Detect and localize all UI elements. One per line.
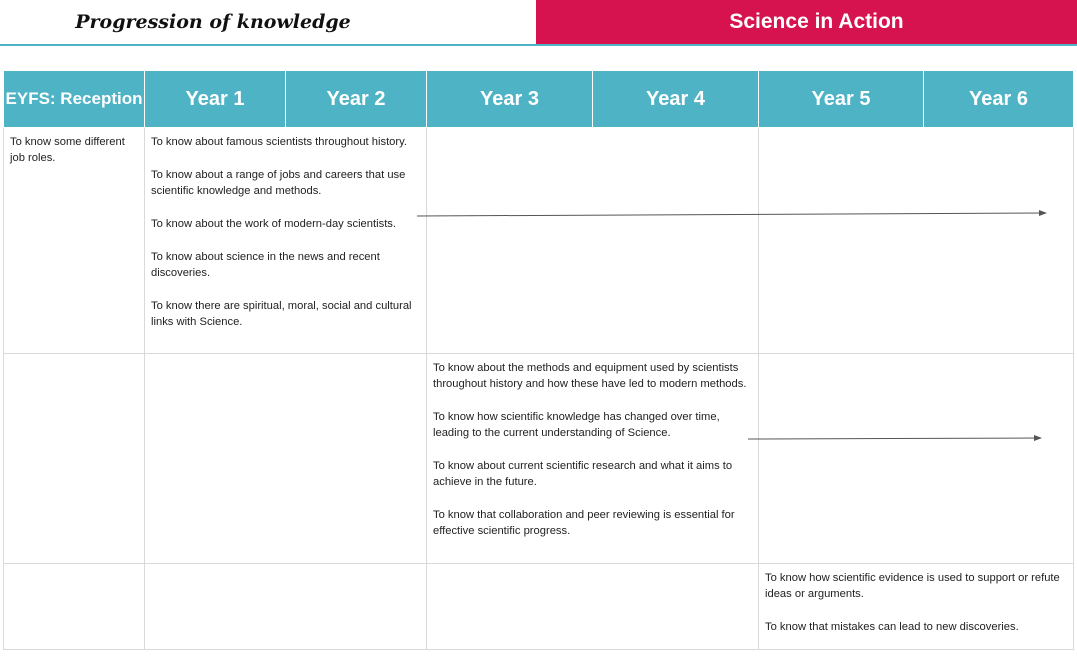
column-header-year4: Year 4: [593, 71, 759, 128]
column-header-year1: Year 1: [145, 71, 286, 128]
cell-eyfs: [4, 128, 145, 354]
statement: To know some different job roles.: [10, 136, 125, 164]
statement: To know about the methods and equipment used by scientists throughout history and how these have led to modern methods.: [433, 362, 747, 390]
table-row: [4, 354, 1074, 564]
statement: To know that collaboration and peer reviewing is essential for effective scientific progress.: [433, 509, 735, 537]
cell-lower-ks2: [427, 128, 759, 354]
cell-upper-ks2: [759, 354, 1074, 564]
column-header-eyfs: EYFS: Reception: [4, 71, 145, 128]
table-row: [4, 564, 1074, 650]
column-header-year6: Year 6: [924, 71, 1074, 128]
cell-lower-ks2: [427, 564, 759, 650]
statement: To know there are spiritual, moral, social and cultural links with Science.: [151, 300, 412, 328]
statement: To know about famous scientists throughout history.: [151, 136, 407, 148]
column-header-year5: Year 5: [759, 71, 924, 128]
cell-ks1: [145, 128, 427, 354]
statement: To know about current scientific research and what it aims to achieve in the future.: [433, 460, 733, 488]
cell-lower-ks2: [427, 354, 759, 564]
column-header-year2: Year 2: [286, 71, 427, 128]
table-row: [4, 128, 1074, 354]
table-header-row: [4, 71, 1074, 128]
science-in-action-title: Science in Action: [729, 10, 904, 33]
progression-title: Progression of knowledge: [75, 11, 351, 33]
progression-header: [0, 0, 536, 46]
statement: To know about science in the news and recent discoveries.: [151, 251, 380, 279]
statement: To know about a range of jobs and careers that use scientific knowledge and methods.: [151, 169, 406, 197]
cell-ks1: [145, 564, 427, 650]
cell-upper-ks2: [759, 564, 1074, 650]
cell-eyfs: [4, 564, 145, 650]
science-in-action-header: [536, 0, 1077, 46]
cell-upper-ks2: [759, 128, 1074, 354]
statement: To know that mistakes can lead to new discoveries.: [765, 621, 1019, 633]
statement: To know about the work of modern-day scientists.: [151, 218, 396, 230]
column-header-year3: Year 3: [427, 71, 593, 128]
knowledge-table: [3, 70, 1074, 650]
cell-eyfs: [4, 354, 145, 564]
statement: To know how scientific evidence is used to support or refute ideas or arguments.: [765, 572, 1060, 600]
statement: To know how scientific knowledge has changed over time, leading to the current understanding of Science.: [433, 411, 720, 439]
cell-ks1: [145, 354, 427, 564]
